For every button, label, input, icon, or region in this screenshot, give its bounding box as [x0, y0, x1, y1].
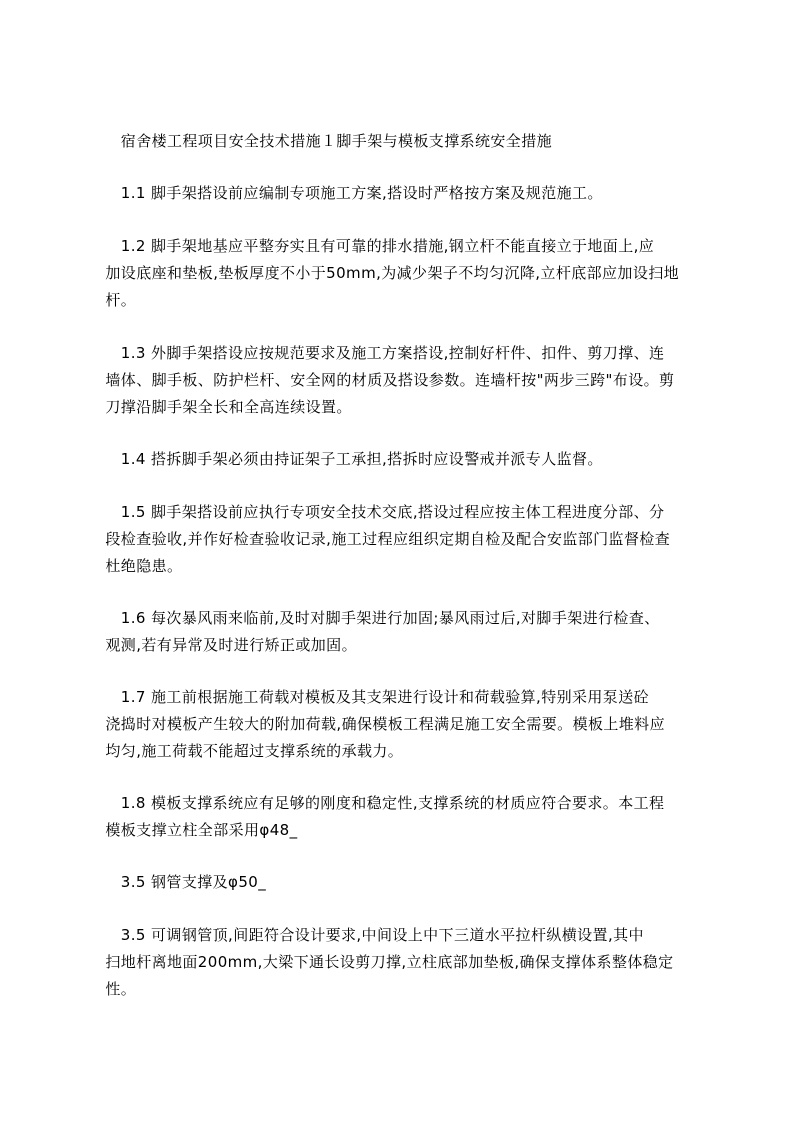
paragraph-1-2: [90, 233, 702, 314]
paragraph-line: 段检查验收,并作好检查验收记录,施工过程应组织定期自检及配合安监部门监督检查: [90, 530, 671, 548]
paragraph-3-5-steel-pipe: [90, 869, 702, 896]
paragraph-line: 杆。: [90, 291, 137, 309]
paragraph-line: 加设底座和垫板,垫板厚度不小于50mm,为减少架子不均匀沉降,立杆底部应加设扫地: [90, 264, 680, 282]
paragraph-1-3: [90, 340, 702, 421]
paragraph-line: 3.5 钢管支撑及φ50_: [90, 873, 267, 891]
paragraph-line: 1.4 搭拆脚手架必须由持证架子工承担,搭拆时应设警戒并派专人监督。: [90, 450, 603, 468]
paragraph-line: 墙体、脚手板、防护栏杆、安全网的材质及搭设参数。连墙杆按"两步三跨"布设。剪: [90, 371, 675, 389]
paragraph-line: 3.5 可调钢管顶,间距符合设计要求,中间设上中下三道水平拉杆纵横设置,其中: [90, 926, 644, 944]
paragraph-line: 均匀,施工荷载不能超过支撑系统的承载力。: [90, 742, 404, 760]
paragraph-line: 性。: [90, 980, 137, 998]
paragraph-1-8: [90, 790, 702, 844]
paragraph-line: 1.5 脚手架搭设前应执行专项安全技术交底,搭设过程应按主体工程进度分部、分: [90, 503, 665, 521]
paragraph-line: 1.8 模板支撑系统应有足够的刚度和稳定性,支撑系统的材质应符合要求。本工程: [90, 794, 665, 812]
paragraph-line: 1.6 每次暴风雨来临前,及时对脚手架进行加固;暴风雨过后,对脚手架进行检查、: [90, 609, 660, 627]
paragraph-1-5: [90, 499, 702, 580]
document-title: [90, 128, 702, 155]
paragraph-3-5-adjustable-top: [90, 922, 702, 1003]
paragraph-1-1: [90, 180, 702, 207]
paragraph-line: 1.2 脚手架地基应平整夯实且有可靠的排水措施,钢立杆不能直接立于地面上,应: [90, 237, 655, 255]
paragraph-line: 1.7 施工前根据施工荷载对模板及其支架进行设计和荷载验算,特别采用泵送砼: [90, 688, 649, 706]
paragraph-line: 扫地杆离地面200mm,大梁下通长设剪刀撑,立柱底部加垫板,确保支撑体系整体稳定: [90, 953, 674, 971]
paragraph-1-4: [90, 446, 702, 473]
paragraph-line: 1.3 外脚手架搭设应按规范要求及施工方案搭设,控制好杆件、扣件、剪刀撑、连: [90, 344, 665, 362]
paragraph-1-7: [90, 684, 702, 765]
paragraph-line: 观测,若有异常及时进行矫正或加固。: [90, 636, 357, 654]
paragraph-line: 浇捣时对模板产生较大的附加荷载,确保模板工程满足施工安全需要。模板上堆料应: [90, 715, 665, 733]
paragraph-1-6: [90, 605, 702, 659]
paragraph-line: 模板支撑立柱全部采用φ48_: [90, 821, 298, 839]
paragraph-line: 杜绝隐患。: [90, 557, 183, 575]
title-line: 宿舍楼工程项目安全技术措施１脚手架与模板支撑系统安全措施: [90, 132, 553, 150]
paragraph-line: 刀撑沿脚手架全长和全高连续设置。: [90, 398, 352, 416]
paragraph-line: 1.1 脚手架搭设前应编制专项施工方案,搭设时严格按方案及规范施工。: [90, 184, 603, 202]
